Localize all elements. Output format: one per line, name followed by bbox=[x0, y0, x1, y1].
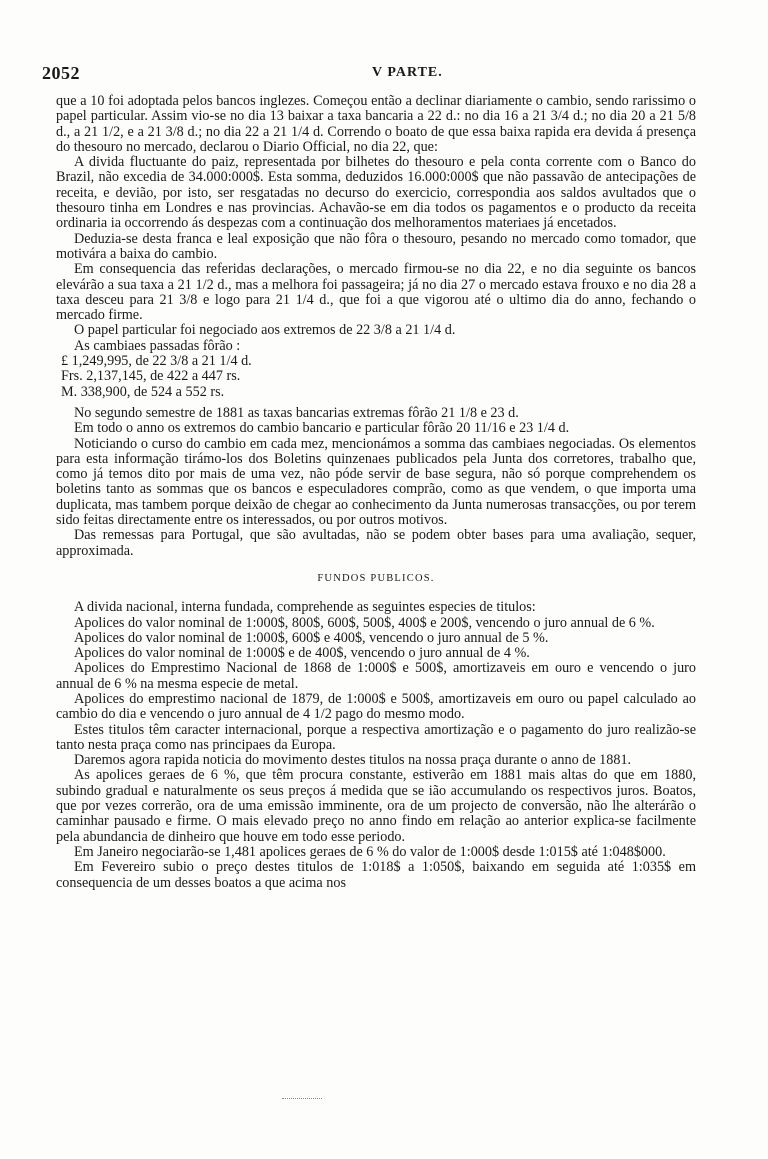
page-number: 2052 bbox=[42, 63, 80, 83]
section-heading: FUNDOS PUBLICOS. bbox=[317, 572, 435, 584]
paragraph: Apolices do emprestimo nacional de 1879, de 1:000$ e 500$, amortizaveis em ouro ou papel calculado ao cambio do dia e vencendo o juro annual de 4 1/2 pago do mesmo modo. bbox=[56, 690, 696, 723]
paragraph: Deduzia-se desta franca e leal exposição que não fôra o thesouro, pesando no mercado como tomador, que motivára a baixa do cambio. bbox=[56, 230, 696, 262]
paragraph: Em consequencia das referidas declarações, o mercado firmou-se no dia 22, e no dia seguinte os bancos elevárão a sua taxa a 21 1/2 d., mas a melhora foi passageira; já no dia 27 o mercado estava frouxo e no dia 28 a taxa desceu para 21 3/8 e logo para 21 1/4 d., que foi a que vigorou até o ultimo dia do anno, fechando o mercado firme. bbox=[56, 261, 696, 324]
paragraph: A divida nacional, interna fundada, comprehende as seguintes especies de titulos: bbox=[74, 599, 536, 616]
paragraph: Em todo o anno os extremos do cambio bancario e particular fôrão 20 11/16 e 23 1/4 d. bbox=[74, 420, 570, 437]
paragraph: As apolices geraes de 6 %, que têm procura constante, estiverão em 1881 mais altas do que em 1880, subindo gradual e naturalmente os seus preços á medida que se ião accumulando os respectivos juros. Boatos, que por vezes correrão, ora de uma emissão imminente, ora de um projecto de conversão, não lhe alterárão o caminhar pausado e firme. O mais elevado preço no anno findo em relação ao anterior explica-se facilmente pela abundancia de dinheiro que houve em todo esse periodo. bbox=[56, 767, 696, 845]
paragraph: A divida fluctuante do paiz, representada por bilhetes do thesouro e pela conta corrente com o Banco do Brazil, não excedia de 34.000:000$. Esta somma, deduzidos 16.000:000$ que não passavão de antecipações de receita, e devião, por isto, ser resgatadas no decurso do exercicio, correspondia aos saldos avultados que o thesouro tinha em Londres e nas provincias. Achavão-se em dia todos os pagamentos e o producto da receita ordinaria ia occorrendo ás despezas com a continuação dos melhoramentos materiaes já encetados. bbox=[56, 154, 696, 232]
rate-line-marks: M. 338,900, de 524 a 552 rs. bbox=[61, 383, 225, 400]
paragraph: Apolices do valor nominal de 1:000$, 800$, 600$, 500$, 400$ e 200$, vencendo o juro annual de 6 %. bbox=[74, 614, 655, 631]
paragraph: que a 10 foi adoptada pelos bancos inglezes. Começou então a declinar diariamente o cambio, sendo rarissimo o papel particular. Assim vio-se no dia 13 baixar a taxa bancaria a 22 d.: no dia 16 a 21 3/4 d.; no dia 20 a 21 5/8 d., a 21 1/2, e a 21 3/8 d.; no dia 22 a 21 1/4 d. Correndo o boato de que essa baixa rapida era devida á presença do thesouro no mercado, declarou o Diario Official, no dia 22, que: bbox=[56, 93, 696, 155]
paragraph: As cambiaes passadas fôrão : bbox=[74, 337, 241, 354]
paragraph: No segundo semestre de 1881 as taxas bancarias extremas fôrão 21 1/8 e 23 d. bbox=[74, 404, 519, 421]
paragraph: Apolices do Emprestimo Nacional de 1868 de 1:000$ e 500$, amortizaveis em ouro e vencendo o juro annual de 6 % na mesma especie de metal. bbox=[56, 660, 696, 692]
paragraph: Em Fevereiro subio o preço destes titulos de 1:018$ a 1:050$, baixando em seguida até 1:035$ em consequencia de um desses boatos a que acima nos bbox=[56, 859, 696, 891]
paragraph: Apolices do valor nominal de 1:000$ e de 400$, vencendo o juro annual de 4 %. bbox=[74, 645, 530, 662]
rate-line-francs: Frs. 2,137,145, de 422 a 447 rs. bbox=[61, 368, 241, 385]
paragraph: Em Janeiro negociarão-se 1,481 apolices geraes de 6 % do valor de 1:000$ desde 1:015$ até 1:048$000. bbox=[74, 843, 666, 860]
page-header bbox=[42, 63, 722, 87]
rate-line-sterling: £ 1,249,995, de 22 3/8 a 21 1/4 d. bbox=[61, 353, 252, 370]
paragraph: Das remessas para Portugal, que são avultadas, não se podem obter bases para uma avaliação, sequer, approximada. bbox=[56, 527, 696, 559]
paragraph: Noticiando o curso do cambio em cada mez, mencionámos a somma das cambiaes negociadas. Os elementos para esta informação tirámo-los dos Boletins quinzenaes publicados pela Junta dos corretores, trabalho que, como já temos dito por mais de uma vez, não póde servir de base segura, não só porque comprehendem os boletins tanto as sommas que os bancos e especuladores comprão, como as que vendem, o que importa uma duplicata, mas tambem porque deixão de chegar ao conhecimento da Junta numerosas transacções, ou por terem sido feitas directamente entre os interessados, ou por outros motivos. bbox=[56, 435, 696, 529]
paragraph: Estes titulos têm caracter internacional, porque a respectiva amortização e o pagamento do juro realizão-se tanto nesta praça como nas principaes da Europa. bbox=[56, 721, 696, 753]
running-title: V PARTE. bbox=[372, 65, 443, 80]
footer-ornament bbox=[282, 1098, 322, 1100]
body-text bbox=[56, 94, 696, 891]
paragraph: Apolices do valor nominal de 1:000$, 600$ e 400$, vencendo o juro annual de 5 %. bbox=[74, 629, 549, 646]
paragraph: Daremos agora rapida noticia do movimento destes titulos na nossa praça durante o anno de 1881. bbox=[74, 752, 632, 769]
paragraph: O papel particular foi negociado aos extremos de 22 3/8 a 21 1/4 d. bbox=[74, 322, 456, 339]
